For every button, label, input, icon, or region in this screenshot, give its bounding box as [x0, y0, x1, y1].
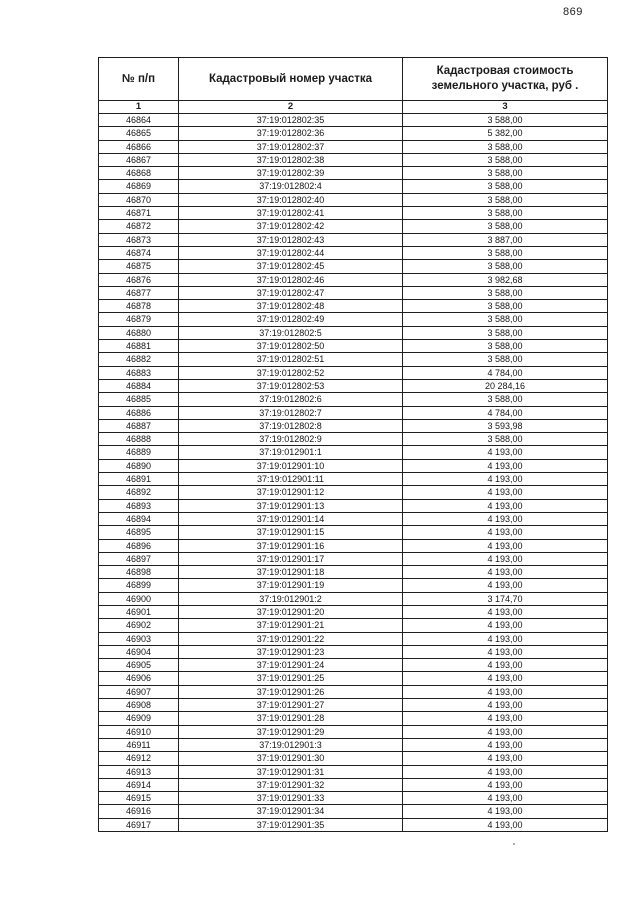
column-number-3: 3: [403, 101, 608, 114]
cadastral-number-cell: 37:19:012901:33: [179, 792, 403, 805]
row-number-cell: 46905: [99, 659, 179, 672]
cadastral-number-cell: 37:19:012901:15: [179, 526, 403, 539]
cadastral-number-cell: 37:19:012802:47: [179, 286, 403, 299]
table-row: [99, 300, 608, 313]
value-cell: 4 193,00: [403, 486, 608, 499]
cadastral-number-cell: 37:19:012802:42: [179, 220, 403, 233]
value-cell: 4 193,00: [403, 805, 608, 818]
table-row: [99, 273, 608, 286]
row-number-cell: 46899: [99, 579, 179, 592]
row-number-cell: 46904: [99, 645, 179, 658]
value-cell: 4 193,00: [403, 818, 608, 831]
table-row: [99, 792, 608, 805]
table-row: [99, 286, 608, 299]
table-row: [99, 406, 608, 419]
row-number-cell: 46883: [99, 366, 179, 379]
table-row: [99, 632, 608, 645]
row-number-cell: 46888: [99, 433, 179, 446]
cadastral-number-cell: 37:19:012901:2: [179, 592, 403, 605]
row-number-cell: 46893: [99, 499, 179, 512]
table-row: [99, 752, 608, 765]
table-row: [99, 340, 608, 353]
value-cell: 3 588,00: [403, 167, 608, 180]
cadastral-number-cell: 37:19:012901:23: [179, 645, 403, 658]
table-row: [99, 778, 608, 791]
table-row: [99, 153, 608, 166]
value-cell: 4 193,00: [403, 579, 608, 592]
row-number-cell: 46917: [99, 818, 179, 831]
row-number-cell: 46875: [99, 260, 179, 273]
cadastral-number-cell: 37:19:012802:48: [179, 300, 403, 313]
value-cell: 4 193,00: [403, 552, 608, 565]
value-cell: 4 784,00: [403, 366, 608, 379]
cadastral-value-table: [98, 57, 608, 832]
cadastral-number-cell: 37:19:012901:31: [179, 765, 403, 778]
value-cell: 4 193,00: [403, 473, 608, 486]
cadastral-number-cell: 37:19:012901:12: [179, 486, 403, 499]
value-cell: 3 588,00: [403, 433, 608, 446]
cadastral-number-cell: 37:19:012802:49: [179, 313, 403, 326]
table-row: [99, 260, 608, 273]
table-row: [99, 712, 608, 725]
table-row: [99, 672, 608, 685]
value-cell: 4 784,00: [403, 406, 608, 419]
table-row: [99, 512, 608, 525]
value-cell: 5 382,00: [403, 127, 608, 140]
row-number-cell: 46877: [99, 286, 179, 299]
table-row: [99, 552, 608, 565]
table-row: [99, 605, 608, 618]
table-row: [99, 699, 608, 712]
row-number-cell: 46879: [99, 313, 179, 326]
row-number-cell: 46866: [99, 140, 179, 153]
cadastral-number-cell: 37:19:012802:45: [179, 260, 403, 273]
table-row: [99, 140, 608, 153]
value-cell: 4 193,00: [403, 512, 608, 525]
row-number-cell: 46873: [99, 233, 179, 246]
table-row: [99, 486, 608, 499]
value-cell: 4 193,00: [403, 539, 608, 552]
value-cell: 3 588,00: [403, 153, 608, 166]
cadastral-number-cell: 37:19:012901:20: [179, 605, 403, 618]
cadastral-number-cell: 37:19:012901:34: [179, 805, 403, 818]
table-row: [99, 592, 608, 605]
value-cell: 3 174,70: [403, 592, 608, 605]
table-row: [99, 725, 608, 738]
cadastral-number-cell: 37:19:012802:38: [179, 153, 403, 166]
cadastral-number-cell: 37:19:012901:25: [179, 672, 403, 685]
cadastral-number-cell: 37:19:012901:11: [179, 473, 403, 486]
table-row: [99, 459, 608, 472]
table-row: [99, 313, 608, 326]
value-cell: 20 284,16: [403, 379, 608, 392]
row-number-cell: 46913: [99, 765, 179, 778]
cadastral-number-cell: 37:19:012901:18: [179, 566, 403, 579]
table-row: [99, 246, 608, 259]
cadastral-number-cell: 37:19:012901:29: [179, 725, 403, 738]
row-number-cell: 46907: [99, 685, 179, 698]
value-cell: 4 193,00: [403, 645, 608, 658]
table-row: [99, 446, 608, 459]
table-row: [99, 114, 608, 127]
cadastral-number-cell: 37:19:012901:21: [179, 619, 403, 632]
value-cell: 3 588,00: [403, 286, 608, 299]
cadastral-number-cell: 37:19:012802:37: [179, 140, 403, 153]
table-body: [99, 114, 608, 832]
value-cell: 4 193,00: [403, 725, 608, 738]
row-number-cell: 46868: [99, 167, 179, 180]
table-row: [99, 619, 608, 632]
cadastral-number-cell: 37:19:012901:35: [179, 818, 403, 831]
cadastral-number-cell: 37:19:012802:50: [179, 340, 403, 353]
table-header-row: [99, 58, 608, 101]
table-row: [99, 579, 608, 592]
table-row: [99, 818, 608, 831]
scan-speck: [513, 843, 515, 845]
row-number-cell: 46897: [99, 552, 179, 565]
row-number-cell: 46880: [99, 326, 179, 339]
table-row: [99, 659, 608, 672]
row-number-cell: 46876: [99, 273, 179, 286]
value-cell: 3 588,00: [403, 207, 608, 220]
cadastral-number-cell: 37:19:012802:9: [179, 433, 403, 446]
row-number-cell: 46874: [99, 246, 179, 259]
row-number-cell: 46884: [99, 379, 179, 392]
value-cell: 4 193,00: [403, 619, 608, 632]
value-cell: 3 593,98: [403, 419, 608, 432]
cadastral-number-cell: 37:19:012901:22: [179, 632, 403, 645]
col-header-cadastral-number: Кадастровый номер участка: [179, 58, 403, 101]
cadastral-number-cell: 37:19:012802:39: [179, 167, 403, 180]
col-header-value: Кадастровая стоимость земельного участка, руб .: [403, 58, 608, 101]
value-cell: 3 588,00: [403, 313, 608, 326]
cadastral-number-cell: 37:19:012802:40: [179, 193, 403, 206]
value-cell: 4 193,00: [403, 499, 608, 512]
row-number-cell: 46864: [99, 114, 179, 127]
cadastral-number-cell: 37:19:012901:26: [179, 685, 403, 698]
value-cell: 3 588,00: [403, 353, 608, 366]
value-cell: 3 588,00: [403, 193, 608, 206]
value-cell: 4 193,00: [403, 672, 608, 685]
value-cell: 4 193,00: [403, 778, 608, 791]
column-number-2: 2: [179, 101, 403, 114]
table-row: [99, 193, 608, 206]
cadastral-number-cell: 37:19:012901:27: [179, 699, 403, 712]
table-row: [99, 379, 608, 392]
table-row: [99, 180, 608, 193]
cadastral-number-cell: 37:19:012802:7: [179, 406, 403, 419]
cadastral-number-cell: 37:19:012802:36: [179, 127, 403, 140]
table-row: [99, 366, 608, 379]
cadastral-number-cell: 37:19:012802:8: [179, 419, 403, 432]
value-cell: 4 193,00: [403, 446, 608, 459]
value-cell: 4 193,00: [403, 792, 608, 805]
row-number-cell: 46867: [99, 153, 179, 166]
value-cell: 3 588,00: [403, 300, 608, 313]
value-cell: 4 193,00: [403, 765, 608, 778]
value-cell: 4 193,00: [403, 752, 608, 765]
cadastral-number-cell: 37:19:012901:30: [179, 752, 403, 765]
value-cell: 4 193,00: [403, 632, 608, 645]
cadastral-number-cell: 37:19:012802:53: [179, 379, 403, 392]
row-number-cell: 46869: [99, 180, 179, 193]
value-cell: 4 193,00: [403, 526, 608, 539]
row-number-cell: 46889: [99, 446, 179, 459]
cadastral-number-cell: 37:19:012802:6: [179, 393, 403, 406]
table-row: [99, 207, 608, 220]
table-row: [99, 353, 608, 366]
value-cell: 3 588,00: [403, 326, 608, 339]
cadastral-number-cell: 37:19:012802:44: [179, 246, 403, 259]
row-number-cell: 46887: [99, 419, 179, 432]
cadastral-number-cell: 37:19:012802:4: [179, 180, 403, 193]
cadastral-number-cell: 37:19:012901:19: [179, 579, 403, 592]
value-cell: 4 193,00: [403, 605, 608, 618]
row-number-cell: 46886: [99, 406, 179, 419]
row-number-cell: 46882: [99, 353, 179, 366]
value-cell: 4 193,00: [403, 738, 608, 751]
row-number-cell: 46914: [99, 778, 179, 791]
value-cell: 3 982,68: [403, 273, 608, 286]
table-row: [99, 765, 608, 778]
value-cell: 3 588,00: [403, 393, 608, 406]
table-row: [99, 433, 608, 446]
table-row: [99, 473, 608, 486]
row-number-cell: 46892: [99, 486, 179, 499]
row-number-cell: 46872: [99, 220, 179, 233]
row-number-cell: 46901: [99, 605, 179, 618]
cadastral-number-cell: 37:19:012901:24: [179, 659, 403, 672]
value-cell: 3 588,00: [403, 180, 608, 193]
row-number-cell: 46890: [99, 459, 179, 472]
cadastral-number-cell: 37:19:012802:51: [179, 353, 403, 366]
row-number-cell: 46871: [99, 207, 179, 220]
row-number-cell: 46885: [99, 393, 179, 406]
row-number-cell: 46909: [99, 712, 179, 725]
cadastral-number-cell: 37:19:012802:41: [179, 207, 403, 220]
row-number-cell: 46906: [99, 672, 179, 685]
row-number-cell: 46902: [99, 619, 179, 632]
table-row: [99, 539, 608, 552]
row-number-cell: 46896: [99, 539, 179, 552]
table-row: [99, 738, 608, 751]
cadastral-number-cell: 37:19:012901:1: [179, 446, 403, 459]
row-number-cell: 46900: [99, 592, 179, 605]
table-row: [99, 167, 608, 180]
cadastral-number-cell: 37:19:012901:28: [179, 712, 403, 725]
value-cell: 4 193,00: [403, 712, 608, 725]
row-number-cell: 46916: [99, 805, 179, 818]
col-header-index: № п/п: [99, 58, 179, 101]
table-row: [99, 326, 608, 339]
cadastral-number-cell: 37:19:012802:43: [179, 233, 403, 246]
value-cell: 4 193,00: [403, 685, 608, 698]
value-cell: 3 887,00: [403, 233, 608, 246]
row-number-cell: 46891: [99, 473, 179, 486]
row-number-cell: 46865: [99, 127, 179, 140]
cadastral-number-cell: 37:19:012802:52: [179, 366, 403, 379]
table-row: [99, 566, 608, 579]
value-cell: 3 588,00: [403, 140, 608, 153]
table-row: [99, 419, 608, 432]
table-row: [99, 393, 608, 406]
table-row: [99, 805, 608, 818]
row-number-cell: 46870: [99, 193, 179, 206]
cadastral-number-cell: 37:19:012901:14: [179, 512, 403, 525]
row-number-cell: 46915: [99, 792, 179, 805]
column-number-row: [99, 101, 608, 114]
table-row: [99, 645, 608, 658]
row-number-cell: 46895: [99, 526, 179, 539]
value-cell: 4 193,00: [403, 459, 608, 472]
column-number-1: 1: [99, 101, 179, 114]
table-row: [99, 499, 608, 512]
cadastral-number-cell: 37:19:012901:16: [179, 539, 403, 552]
page-number: 869: [563, 6, 583, 18]
cadastral-number-cell: 37:19:012901:13: [179, 499, 403, 512]
table-row: [99, 220, 608, 233]
cadastral-number-cell: 37:19:012901:3: [179, 738, 403, 751]
row-number-cell: 46911: [99, 738, 179, 751]
cadastral-number-cell: 37:19:012802:35: [179, 114, 403, 127]
value-cell: 4 193,00: [403, 699, 608, 712]
value-cell: 3 588,00: [403, 114, 608, 127]
row-number-cell: 46910: [99, 725, 179, 738]
value-cell: 4 193,00: [403, 566, 608, 579]
cadastral-number-cell: 37:19:012901:32: [179, 778, 403, 791]
row-number-cell: 46912: [99, 752, 179, 765]
value-cell: 3 588,00: [403, 340, 608, 353]
table-row: [99, 127, 608, 140]
row-number-cell: 46908: [99, 699, 179, 712]
value-cell: 4 193,00: [403, 659, 608, 672]
cadastral-number-cell: 37:19:012901:17: [179, 552, 403, 565]
table-row: [99, 685, 608, 698]
value-cell: 3 588,00: [403, 246, 608, 259]
value-cell: 3 588,00: [403, 220, 608, 233]
row-number-cell: 46878: [99, 300, 179, 313]
value-cell: 3 588,00: [403, 260, 608, 273]
cadastral-number-cell: 37:19:012802:46: [179, 273, 403, 286]
row-number-cell: 46903: [99, 632, 179, 645]
row-number-cell: 46898: [99, 566, 179, 579]
cadastral-number-cell: 37:19:012901:10: [179, 459, 403, 472]
cadastral-number-cell: 37:19:012802:5: [179, 326, 403, 339]
row-number-cell: 46881: [99, 340, 179, 353]
table-row: [99, 233, 608, 246]
row-number-cell: 46894: [99, 512, 179, 525]
table-row: [99, 526, 608, 539]
